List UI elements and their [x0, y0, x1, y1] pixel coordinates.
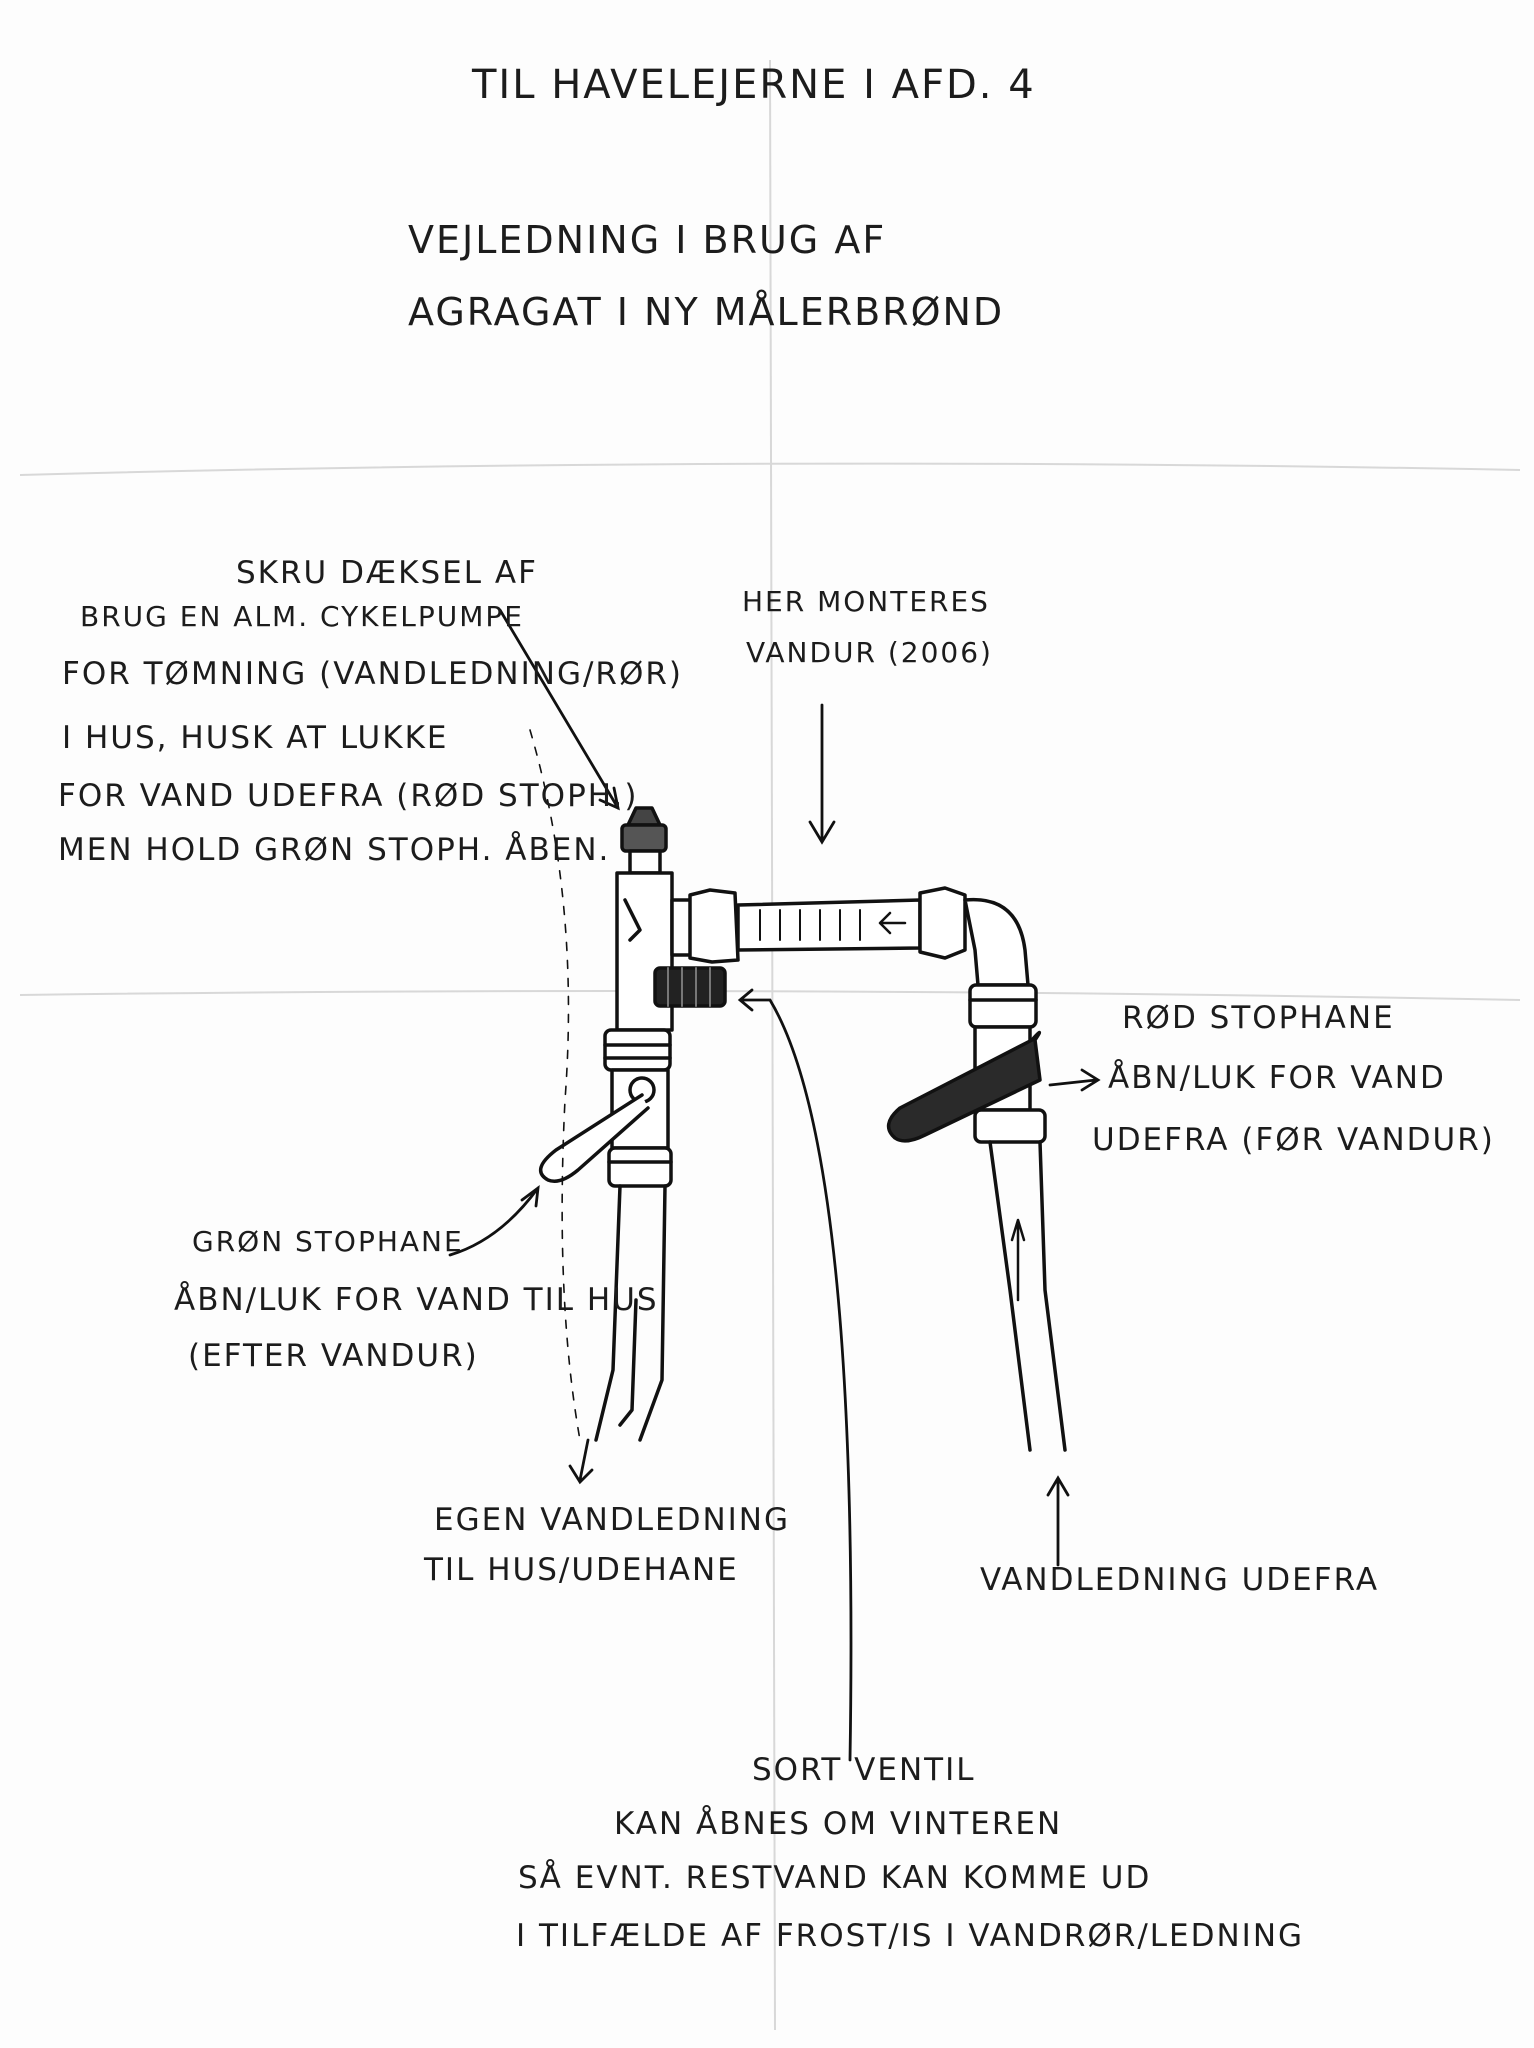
red-valve-label-line-3: UDEFRA (FØR VANDUR) — [1092, 1122, 1495, 1158]
black-valve-label-line-4: I TILFÆLDE AF FROST/IS I VANDRØR/LEDNING — [516, 1918, 1305, 1954]
skru-label-line-2: BRUG EN ALM. CYKELPUMPE — [80, 600, 524, 633]
black-valve-label-line-1: SORT VENTIL — [752, 1752, 976, 1788]
skru-label-line-4: I HUS, HUSK AT LUKKE — [62, 720, 449, 756]
green-valve-label-line-1: GRØN STOPHANE — [192, 1225, 464, 1258]
black-drain-valve — [655, 968, 725, 1006]
page-title: TIL HAVELEJERNE I AFD. 4 — [472, 62, 1036, 108]
skru-label-line-1: SKRU DÆKSEL AF — [236, 555, 538, 591]
dust-cap-icon — [622, 808, 666, 873]
subtitle-line-2: AGRAGAT I NY MÅLERBRØND — [408, 290, 1005, 334]
sort-leader-line — [740, 990, 851, 1760]
subtitle-line-1: VEJLEDNING I BRUG AF — [408, 218, 887, 262]
pipe-assembly — [541, 808, 1065, 1450]
skru-label-line-5: FOR VAND UDEFRA (RØD STOPH.) — [58, 778, 639, 814]
egen-arrow — [570, 1440, 592, 1482]
black-valve-label-line-3: SÅ EVNT. RESTVAND KAN KOMME UD — [518, 1860, 1152, 1896]
green-valve-label-line-2: ÅBN/LUK FOR VAND TIL HUS — [174, 1282, 659, 1318]
red-valve-label-line-2: ÅBN/LUK FOR VAND — [1108, 1060, 1446, 1096]
udefra-arrow — [1048, 1478, 1068, 1565]
meter-label-line-2: VANDUR (2006) — [746, 636, 993, 669]
house-line-label-1: EGEN VANDLEDNING — [434, 1502, 791, 1538]
green-valve-label-line-3: (EFTER VANDUR) — [188, 1338, 479, 1374]
meter-label-line-1: HER MONTERES — [742, 585, 990, 618]
skru-label-line-3: FOR TØMNING (VANDLEDNING/RØR) — [62, 656, 683, 692]
red-valve-label-line-1: RØD STOPHANE — [1122, 1000, 1395, 1036]
vandur-arrow — [810, 705, 834, 842]
rod-arrow — [1050, 1070, 1098, 1090]
house-line-label-2: TIL HUS/UDEHANE — [424, 1552, 739, 1588]
skru-label-line-6: MEN HOLD GRØN STOPH. ÅBEN. — [58, 832, 611, 868]
outside-line-label: VANDLEDNING UDEFRA — [980, 1562, 1380, 1598]
black-valve-label-line-2: KAN ÅBNES OM VINTEREN — [614, 1806, 1063, 1842]
